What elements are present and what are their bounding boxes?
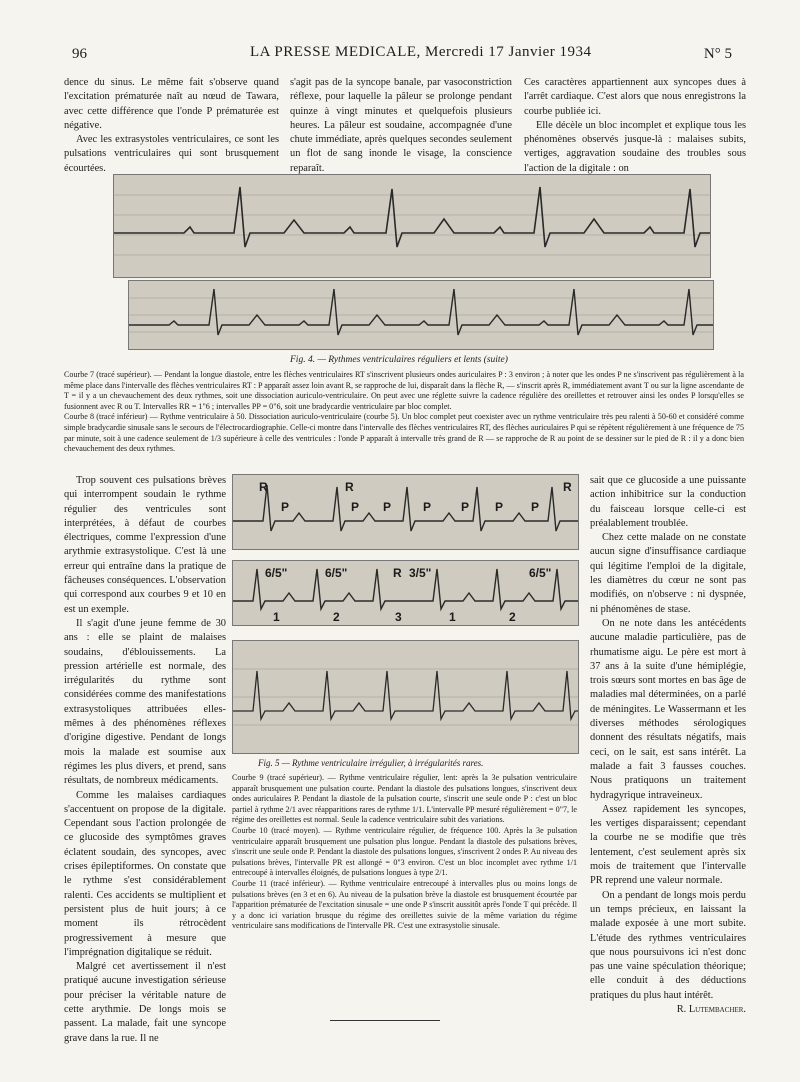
curve-label: P xyxy=(461,500,470,514)
paragraph: Chez cette malade on ne constate aucun signe d'insuffisance cardiaque qui légitime l'emploi de la digitale, les diamètres du cœur ne sont pas modifiés, on n'observe : ni dyspnée, ni phénomènes de stase. xyxy=(590,532,746,615)
paragraph: Ces caractères appartiennent aux syncopes dues à l'arrêt cardiaque. C'est alors que nous enregistrons la courbe publiée ici. xyxy=(524,77,746,117)
figure-5-legend xyxy=(232,773,577,932)
left-column xyxy=(64,474,226,1046)
ecg-strip-curve-8 xyxy=(128,280,714,350)
curve-label: R xyxy=(259,480,268,494)
curve-label: R xyxy=(393,566,402,580)
end-rule xyxy=(330,1020,440,1021)
paragraph: sait que ce glucoside a une puissante action inhibitrice sur la conduction du faisceau lorsque celle-ci est préalablement troublée. xyxy=(590,475,746,529)
right-column xyxy=(590,474,746,1017)
curve-label: 2 xyxy=(509,610,516,624)
paragraph: Assez rapidement les syncopes, les vertiges disparaissent; cependant la courbe ne se modifie que très lentement, c'est seulement après six mois de traitement que l'intervalle PR reprend une valeur normale. xyxy=(590,803,746,887)
paragraph: Il s'agit d'une jeune femme de 30 ans : elle se plaint de malaises soudains, d'éblouissements. La pression artérielle est normale, des irrégularités du rythme sont considérées comme des manifestations extrasystoliques attribuées elles-mêmes à des phénomènes réflexes d'origine digestive. Pendant de longs mois la malade est soumise aux régimes les plus divers, et prend, sans résultats, de nombreux médicaments. xyxy=(64,617,226,787)
curve-label: R xyxy=(563,480,572,494)
top-column-3 xyxy=(524,76,746,176)
paragraph: dence du sinus. Le même fait s'observe quand l'excitation prématurée naît au nœud de Tawara, avec cette différence que l'onde P prématurée est négative. xyxy=(64,77,279,131)
author-signature: R. Lutembacher. xyxy=(676,1003,746,1015)
curve-label: 6/5" xyxy=(265,566,288,580)
curve-label: 6/5" xyxy=(529,566,552,580)
paragraph: Comme les malaises cardiaques s'accentuent on propose de la digitale. Cependant sous l'action prolongée de ce glucoside des symptômes graves éclatent soudain, des syncopes, avec crises épileptiformes. On constate que le rythme s'est considérablement ralenti. Ces accidents se multiplient et persistent plus de huit jours; à ce moment ils rétrocèdent progressivement à mesure que l'imprégnation digitalique se réduit. xyxy=(64,789,226,958)
page-number: 96 xyxy=(72,46,87,62)
curve-label: R xyxy=(345,480,354,494)
curve-label: 1 xyxy=(449,610,456,624)
paragraph: On a pendant de longs mois perdu un temps précieux, en laissant la malade exposée à une mort subite. L'étude des rythmes ventriculaires que nous poursuivons ici n'est donc pas une vaine spéculation théorique; elle conduit à des déductions pratiques du plus haut intérêt. xyxy=(590,889,746,1001)
ecg-trace-10 xyxy=(233,561,578,625)
page-header xyxy=(72,44,732,68)
ecg-strip-curve-9 xyxy=(232,474,579,550)
curve-label: P xyxy=(383,500,392,514)
curve-label: P xyxy=(281,500,290,514)
legend-entry: Courbe 9 (tracé supérieur). — Rythme ventriculaire régulier, lent: après la 3e pulsation ventriculaire apparaît brusquement une pulsation courte. Pendant la diastole des pulsations longues, s'inscrivent deux ondes auriculaires P. Pendant la diastole de la pulsation courte, s'inscrit une seule onde P : c'est un bloc partiel à rythme 2/1 avec réapparitions rares de rythme 1/1. L'intervalle PP mesuré régulièrement = 0"7, le régime des oreillettes est normal. Seule la cadence ventriculaire subit des variations. xyxy=(232,773,577,825)
paragraph: Elle décèle un bloc incomplet et explique tous les phénomènes observés jusque-là : malaises subits, vertiges, aggravation soudaine des troubles sous l'action de la digitale : on xyxy=(524,119,746,174)
legend-entry: Courbe 7 (tracé supérieur). — Pendant la longue diastole, entre les flèches ventriculaires RT s'inscrivent plusieurs ondes auriculaires P : 3 environ ; à noter que les ondes P ne s'inscrivent pas régulièrement à la même place dans l'intervalle des flèches ventriculaires RT : P apparaît assez loin avant R, se rapproche de lui, disparaît dans la flèche R, — s'inscrit après R, immédiatement avant T ou sur la ligne ascendante de T = il y a un chevauchement des deux rythmes, soit une dissociation auriculo-ventriculaire. On peut avec une réglette suivre la cadence régulière des oreillettes et retrouver ainsi les ondes P lorsqu'elles se fusionnent avec R ou T. Intervalles RR = 1"6 ; intervalles PP = 0"6, soit une bradycardie ventriculaire par bloc complet. xyxy=(64,370,744,411)
curve-label: 3 xyxy=(395,610,402,624)
ecg-strip-curve-11 xyxy=(232,640,579,754)
ecg-trace-11 xyxy=(233,641,578,753)
curve-label: P xyxy=(423,500,432,514)
journal-title: LA PRESSE MEDICALE, Mercredi 17 Janvier 1934 xyxy=(250,44,592,60)
paragraph: Trop souvent ces pulsations brèves qui interrompent soudain le rythme régulier des ventricules sont interprétées, à défaut de courbes électriques, comme l'expression d'une arythmie extrasystolique. C'est là une erreur qui entraîne dans la pratique de fâcheuses conséquences. L'observation qui correspond aux courbes 9 et 10 en est un exemple. xyxy=(64,475,226,615)
curve-label: P xyxy=(495,500,504,514)
ecg-trace-7 xyxy=(114,175,710,277)
paragraph: Avec les extrasystoles ventriculaires, ce sont les pulsations ventriculaires qui sont brusquement écourtées. xyxy=(64,134,279,174)
curve-label: P xyxy=(351,500,360,514)
top-column-1 xyxy=(64,76,279,176)
ecg-strip-curve-7 xyxy=(113,174,711,278)
paragraph: Malgré cet avertissement il n'est pratiqué aucune investigation sérieuse pour préciser la véritable nature de cette arythmie. De longs mois se passent. La malade, fait une syncope grave dans la rue. Il ne xyxy=(64,961,226,1044)
figure-4-caption: Fig. 4. — Rythmes ventriculaires réguliers et lents (suite) xyxy=(290,355,508,365)
figure-4-legend xyxy=(64,370,744,455)
paragraph: On ne note dans les antécédents aucune maladie particulière, pas de rhumatisme aigu. Le père est mort à 37 ans à la suite d'une hémiplégie, trois sœurs sont mortes en bas âge de maladies mal déterminées, on a parlé de méningites. Le Wassermann et les diverses méthodes sérologiques donnent des résultats négatifs, mais ceci, on le sait, est sans intérêt. La malade a fait 3 fausses couches. Nous pratiquons un traitement hydragyrique intraveineux. xyxy=(590,617,746,801)
curve-label: P xyxy=(531,500,540,514)
legend-entry: Courbe 11 (tracé inférieur). — Rythme ventriculaire entrecoupé à intervalles plus ou moins longs de pulsations brèves (en 3 et en 6). Au niveau de la pulsation brève la diastole est brusquement écourtée par l'apparition prématurée de l'excitation sinusale = une onde P s'inscrit aussitôt après l'onde T qui précède. Il y a donc ici variation brusque du régime des oreillettes suivie de la même variation du régime ventriculaire sans modifications de l'intervalle PR. C'est une extrasystolie sinusale. xyxy=(232,878,577,931)
figure-5-caption: Fig. 5 — Rythme ventriculaire irrégulier, à irrégularités rares. xyxy=(258,758,484,768)
ecg-strip-curve-10 xyxy=(232,560,579,626)
paragraph: s'agit pas de la syncope banale, par vasoconstriction réflexe, pour laquelle la pâleur se prolonge pendant quinze à vingt minutes et quelquefois plusieurs heures. La pâleur est soudaine, accompagnée d'une chute immédiate, après quelques secondes seulement un flot de sang inonde le visage, la conscience reparaît. xyxy=(290,77,512,174)
curve-label: 6/5" xyxy=(325,566,348,580)
legend-entry: Courbe 8 (tracé inférieur) — Rythme ventriculaire à 50. Dissociation auriculo-ventriculaire (courbe 5). Un bloc complet peut coexister avec un rythme ventriculaire très peu ralenti à 50-60 et considéré comme simple bradycardie sinusale sans le secours de l'électrocardiographie. Celle-ci montre dans l'intervalle des flèches ventriculaires RT, des flèches auriculaires P qui se répètent régulièrement à une fréquence de 75 par minute, soit à une cadence seulement de 1/3 supérieure à celle des ventricules : l'onde P apparaît à intervalle très grand de R — se rapproche de R au point de se dessiner sur le pied de R : il y a donc bien chevauchement des deux rythmes. xyxy=(64,412,744,454)
ecg-trace-8 xyxy=(129,281,713,349)
curve-label: 2 xyxy=(333,610,340,624)
top-column-2 xyxy=(290,76,512,176)
ecg-trace-9 xyxy=(233,475,578,549)
curve-label: 1 xyxy=(273,610,280,624)
issue-number: N° 5 xyxy=(703,46,732,62)
legend-entry: Courbe 10 (tracé moyen). — Rythme ventriculaire régulier, de fréquence 100. Après la 3e pulsation ventriculaire apparaît brusquement une pulsation plus longue. Pendant la diastole des pulsations brèves, s'inscrit une seule onde P. Pendant la diastole des pulsations longues, s'inscrivent 2 ondes P. Au niveau des pulsations brèves, l'intervalle PR est allongé = 0"3 environ. C'est un bloc incomplet avec rythme 1/1 entrecoupé à intervalles éloignés, de pulsations longues à type 2/1. xyxy=(232,825,577,878)
curve-label: 3/5" xyxy=(409,566,432,580)
